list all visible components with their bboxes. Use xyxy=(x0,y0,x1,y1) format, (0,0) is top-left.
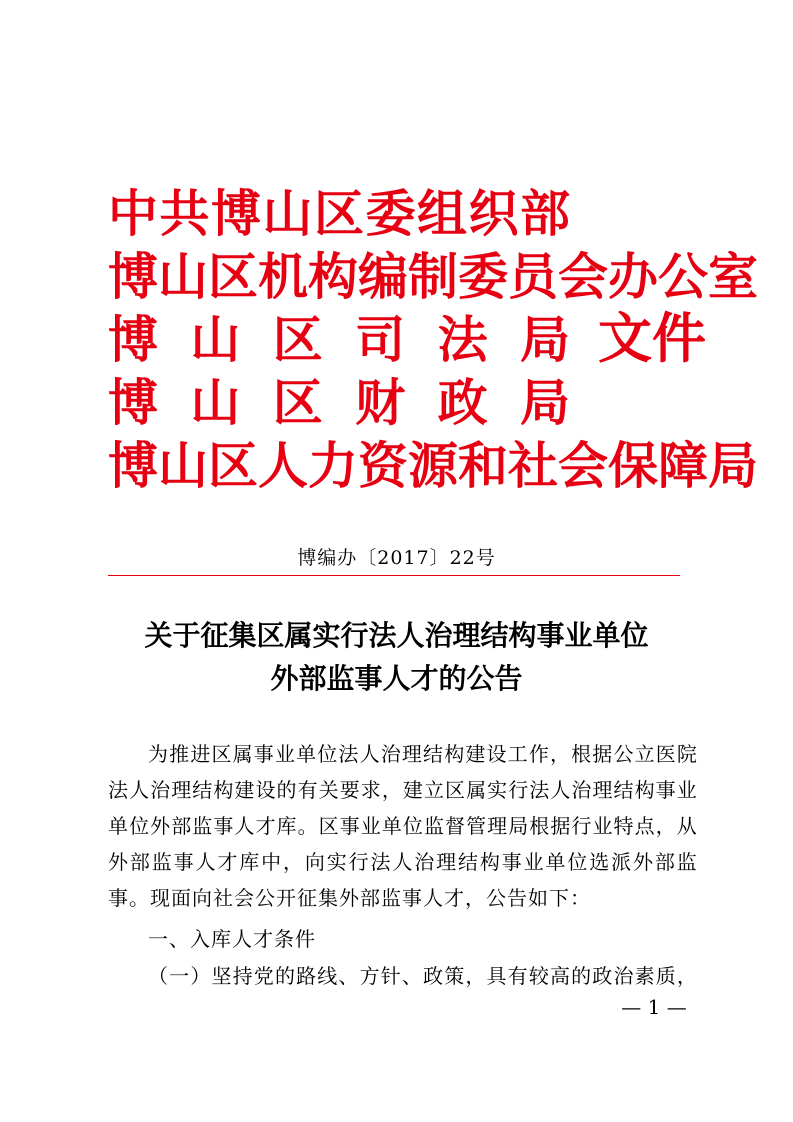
notice-title-line-1: 关于征集区属实行法人治理结构事业单位 xyxy=(144,619,649,652)
body-line-2: 法 人 治 理 结 构 建 设 的 有 关 要 求 ， 建 立 区 属 实 行 法 人 治 理 结 构 事 业 xyxy=(108,778,698,802)
item-1-line: （ 一 ） 坚 持 党 的 路 线 、 方 针 、 政 策 ， 具 有 较 高 的 政 治 素 质 ， xyxy=(148,964,698,988)
page-number: — 1 — xyxy=(621,995,687,1019)
red-divider-line xyxy=(108,575,680,576)
body-line-4: 外 部 监 事 人 才 库 中 ， 向 实 行 法 人 治 理 结 构 事 业 单 位 选 派 外 部 监 xyxy=(108,850,698,874)
header-line-4: 博 山 区 财 政 局 xyxy=(108,373,570,432)
header-line-3: 博 山 区 司 法 局 xyxy=(108,310,570,369)
header-suffix-wenjian: 文件 xyxy=(598,306,706,370)
body-line-1: 为 推 进 区 属 事 业 单 位 法 人 治 理 结 构 建 设 工 作 ， 根 据 公 立 医 院 xyxy=(148,742,698,766)
body-line-3: 单 位 外 部 监 事 人 才 库 。 区 事 业 单 位 监 督 管 理 局 根 据 行 业 特 点 ， 从 xyxy=(108,814,698,838)
document-number: 博编办〔2017〕22号 xyxy=(297,547,496,569)
header-line-1: 中 共 博 山 区 委 组 织 部 xyxy=(108,184,570,243)
header-line-5: 博 山 区 人 力 资 源 和 社 会 保 障 局 xyxy=(108,436,758,495)
header-line-2: 博 山 区 机 构 编 制 委 员 会 办 公 室 xyxy=(108,247,758,306)
notice-title-line-2: 外部监事人才的公告 xyxy=(270,662,523,695)
body-line-5: 事。现面向社会公开征集外部监事人才，公告如下： xyxy=(108,886,591,910)
section-heading-1: 一、入库人才条件 xyxy=(148,927,316,951)
